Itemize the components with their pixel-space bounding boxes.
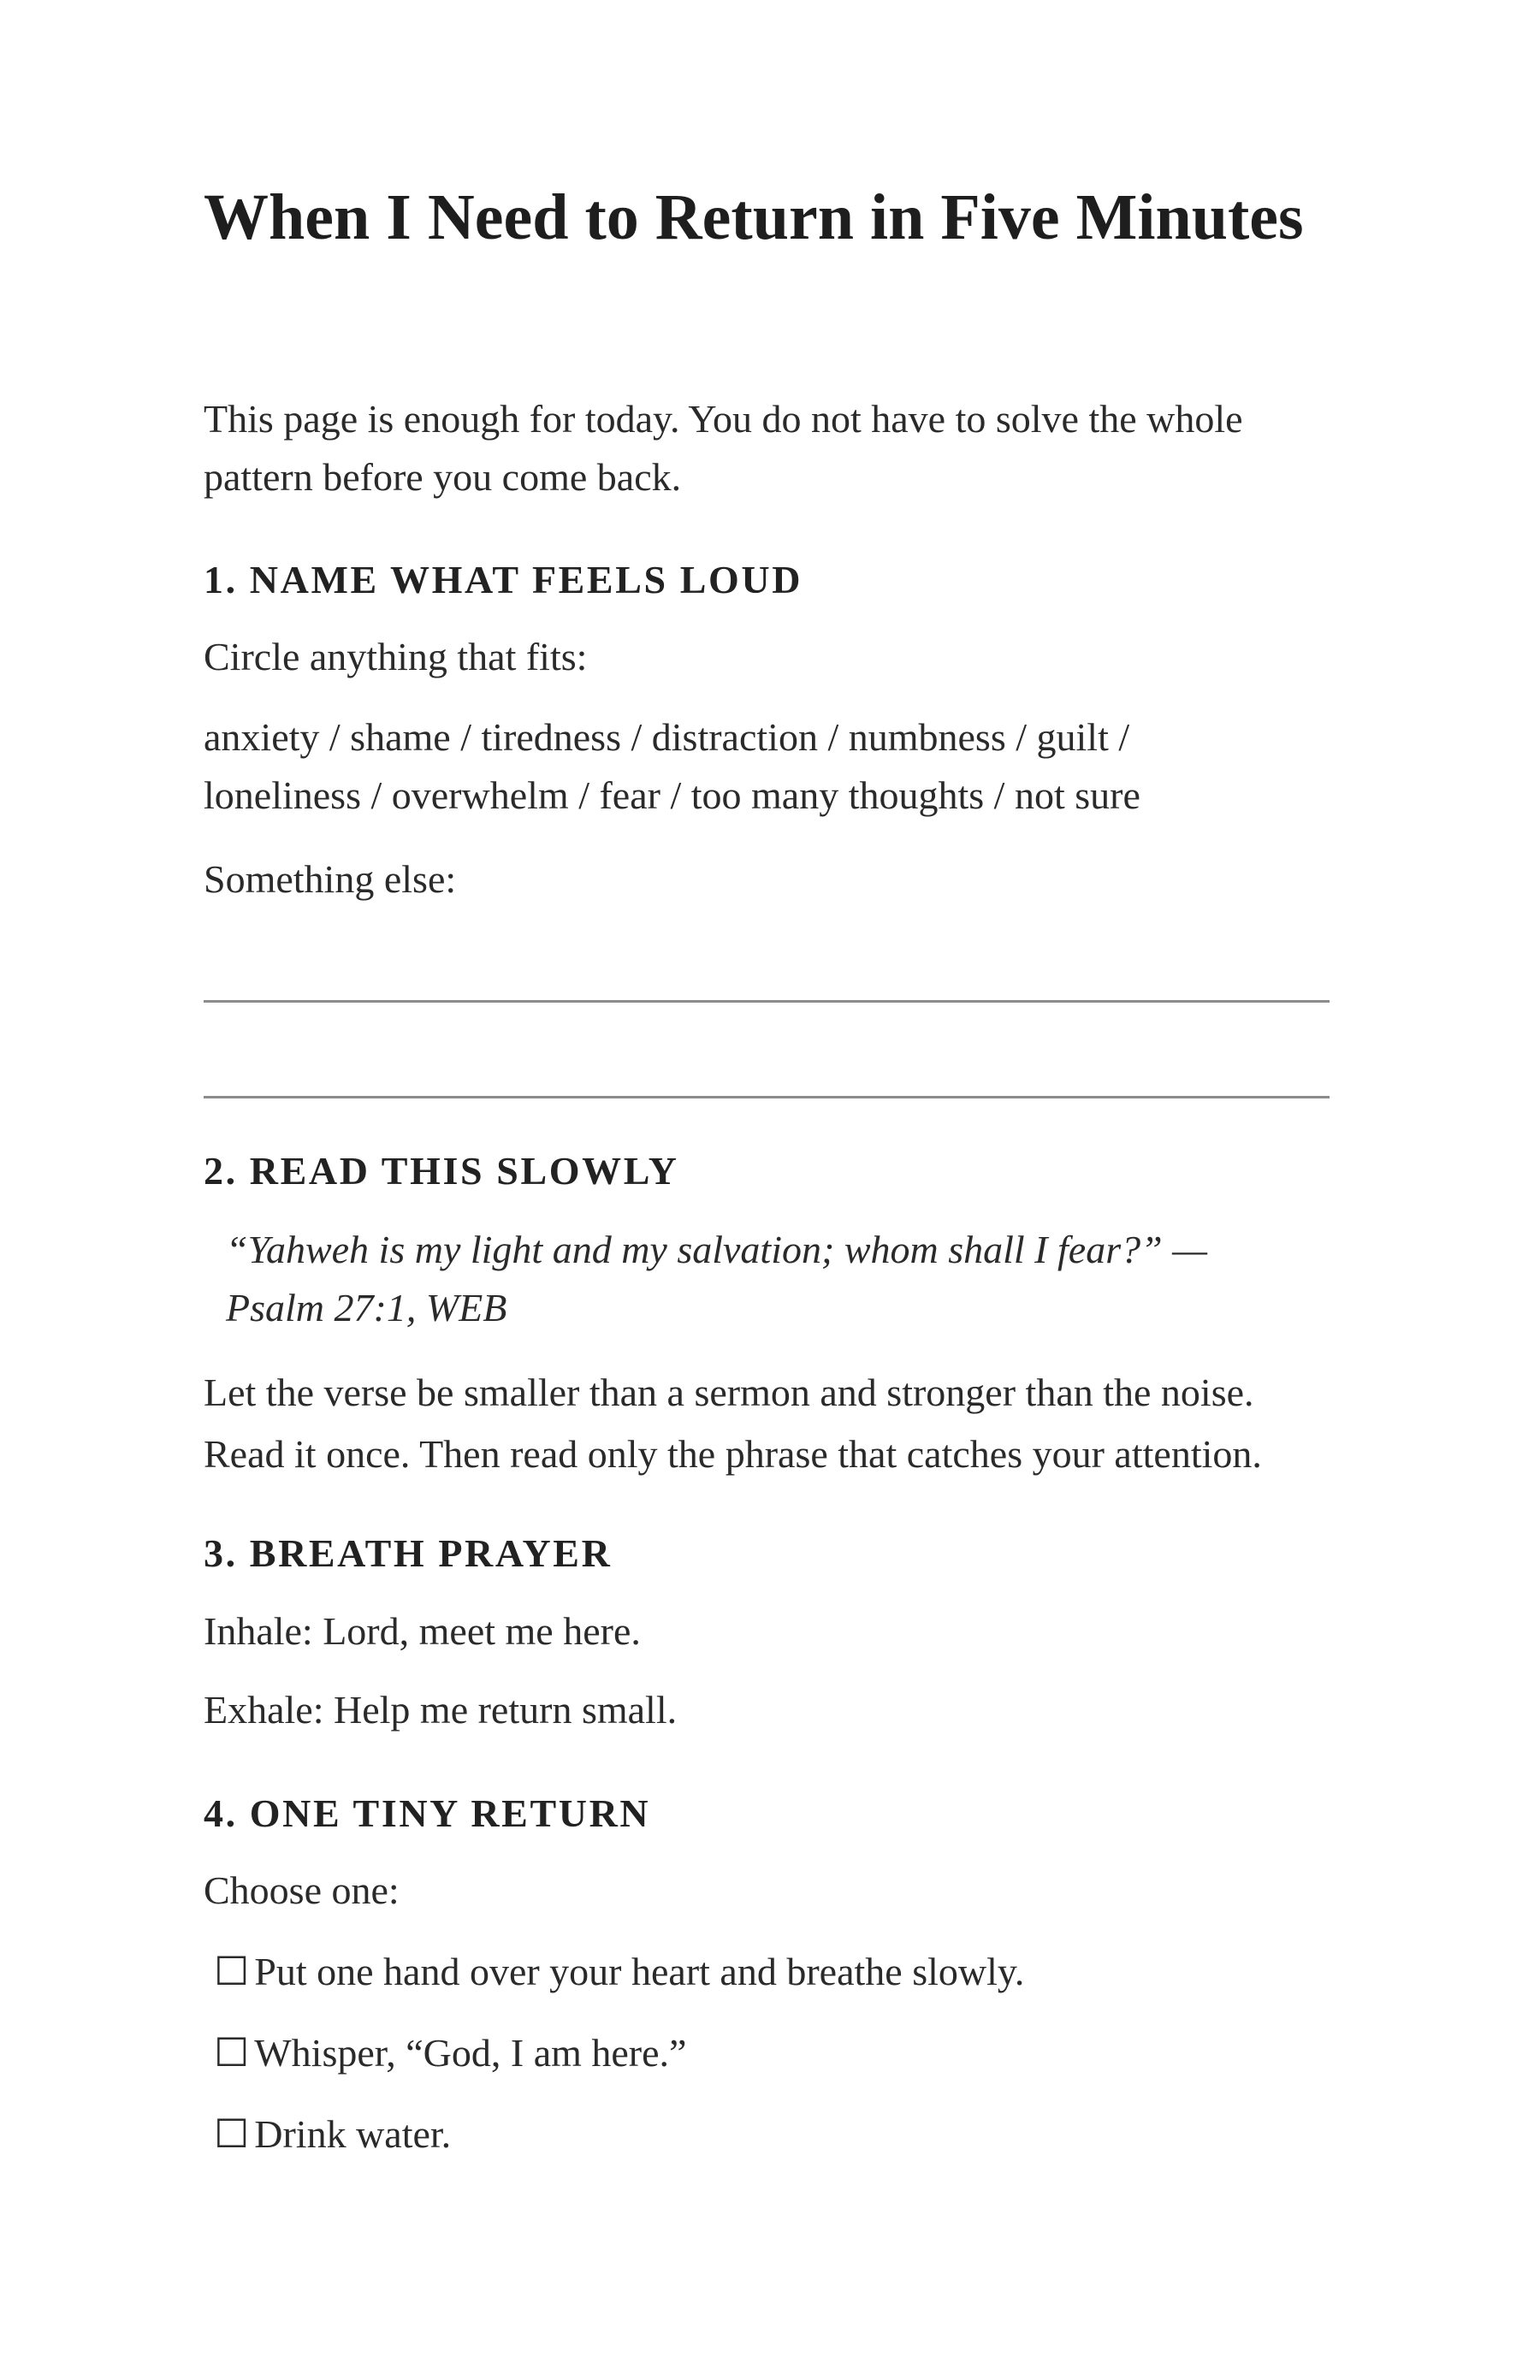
checkbox-icon[interactable]: ☐ bbox=[214, 2031, 250, 2075]
page-title: When I Need to Return in Five Minutes bbox=[204, 181, 1304, 253]
inhale-line: Inhale: Lord, meet me here. bbox=[204, 1609, 641, 1653]
section-1-heading: 1. NAME WHAT FEELS LOUD bbox=[204, 558, 803, 601]
tiny-return-option[interactable] bbox=[214, 1943, 1024, 2001]
feelings-options: anxiety / shame / tiredness / distraction / numbness / guilt / loneliness / overwhelm / fear / too many thoughts / not sure bbox=[204, 715, 1140, 817]
section-2-heading: 2. READ THIS SLOWLY bbox=[204, 1149, 679, 1193]
verse-guidance: Let the verse be smaller than a sermon and stronger than the noise. Read it once. Then read only the phrase that catches your attention. bbox=[204, 1371, 1262, 1476]
tiny-return-option-label: Whisper, “God, I am here.” bbox=[254, 2031, 687, 2075]
write-in-line-1[interactable] bbox=[204, 1000, 1330, 1003]
something-else-label: Something else: bbox=[204, 857, 457, 901]
section-4-heading: 4. ONE TINY RETURN bbox=[204, 1791, 651, 1835]
section-1-prompt: Circle anything that fits: bbox=[204, 635, 588, 678]
tiny-return-option-label: Drink water. bbox=[254, 2112, 452, 2156]
checkbox-icon[interactable]: ☐ bbox=[214, 2112, 250, 2156]
write-in-line-2[interactable] bbox=[204, 1096, 1330, 1098]
exhale-line: Exhale: Help me return small. bbox=[204, 1688, 678, 1732]
tiny-return-option-label: Put one hand over your heart and breathe slowly. bbox=[254, 1950, 1025, 1993]
section-3-heading: 3. BREATH PRAYER bbox=[204, 1531, 613, 1575]
tiny-return-option[interactable] bbox=[214, 2105, 451, 2164]
intro-text: This page is enough for today. You do not have to solve the whole pattern before you come back. bbox=[204, 397, 1243, 499]
checkbox-icon[interactable]: ☐ bbox=[214, 1950, 250, 1993]
tiny-return-option[interactable] bbox=[214, 2024, 686, 2082]
scripture-quote: “Yahweh is my light and my salvation; whom shall I fear?” — Psalm 27:1, WEB bbox=[226, 1228, 1208, 1329]
section-4-prompt: Choose one: bbox=[204, 1868, 400, 1912]
